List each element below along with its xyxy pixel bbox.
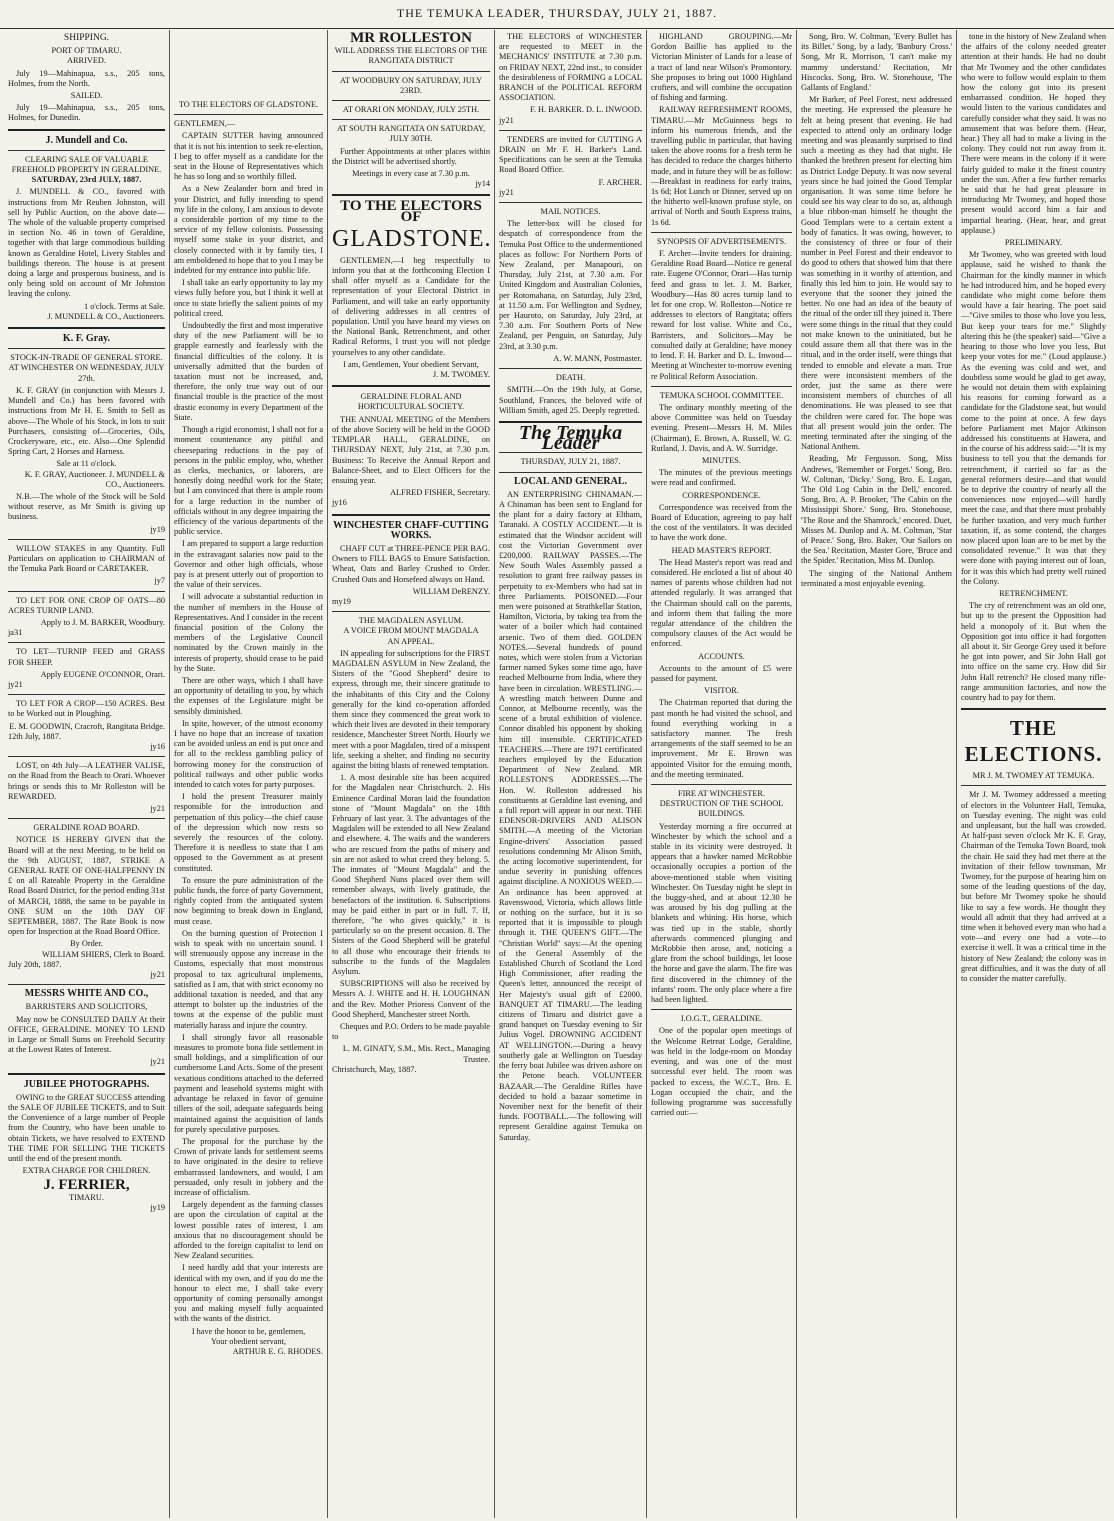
rhodes-signature: ARTHUR E. G. RHODES. xyxy=(232,1346,323,1356)
ref-code: jy21 xyxy=(499,115,514,125)
floral-heading: GERALDINE FLORAL AND HORTICULTURAL SOCIETY. xyxy=(357,392,465,412)
twomey-report-1: tone in the history of New Zealand when the affairs of the colony needed greater attention at their hands. He had no doubt that Mr Twomey and the other candidates who were to follow would explain to them how the colony got into its present embarrassed condition. He hoped they would listen to the various candidates and carefully consider what they said. It was no amusement that was before them. (Hear, hear.) They all had to make a living in the colony. They could not run away from it. There were means in the colony if it were fairly guided to make it the finest country under the sun. After a few further remarks he said that he had great pleasure in introducing Mr Twomey, and hoped those present would accord him a fair and impartial hearing. (Hear, hear, and great applause.) xyxy=(961,32,1106,235)
stock-date: AT WINCHESTER ON WEDNESDAY, JULY 27th. xyxy=(8,363,165,383)
rhodes-paragraph: CAPTAIN SUTTER having announced that it is not his intention to seek re-election, I beg to offer myself as a candidate for the seat in the House of Representatives which he has so long and so worthily filled. xyxy=(174,131,323,182)
rolleston-heading: MR ROLLESTON xyxy=(350,30,472,46)
white-text: May now be CONSULTED DAILY At their OFFICE, GERALDINE. MONEY TO LEND in Large or Small Sums on Freehold Security at the Lowest Rates of Interest. xyxy=(8,1014,165,1055)
column-5 xyxy=(647,30,797,1518)
tolet-crop-date: 12th July, 1887. xyxy=(8,731,61,741)
fire-heading: FIRE AT WINCHESTER. xyxy=(677,789,766,799)
twomey-gladstone: GLADSTONE. xyxy=(332,225,492,252)
tenders-text: TENDERS are invited for CUTTING A DRAIN on Mr F. H. Barker's Land. Specifications can be seen at the Temuka Road Board Office. xyxy=(499,134,642,175)
rhodes-salutation: GENTLEMEN,— xyxy=(174,119,236,129)
tolet-crop-text: TO LET FOR A CROP—150 ACRES. Best to be Worked out in Ploughing. xyxy=(8,699,165,719)
winchester-notice: THE ELECTORS of WINCHESTER are requested to MEET in the MECHANICS' INSTITUTE at 7.30 p.m. on FRIDAY NEXT, 22nd inst., to consider the desirableness of FORMING a LOCAL BRANCH of the POLITICAL REFORM ASSOCIATION. xyxy=(499,32,642,103)
rhodes-servant: Your obedient servant, xyxy=(211,1336,286,1346)
ferrier-town: TIMARU. xyxy=(69,1192,104,1202)
rhodes-paragraph: I am prepared to support a large reduction in the extravagant salaries now paid to the Governor and other high officials, whose pay is at present utterly out of proportion to the value of their services. xyxy=(174,539,323,590)
refreshment-text: RAILWAY REFRESHMENT ROOMS, TIMARU.—Mr McGuinness begs to inform his numerous friends, and the travelling public in particular, that having taken the above rooms for a fresh term he has decided to reduce the charges hitherto made, and in future they will be as follow:—Breakfast in readiness for early trains, 1s 6d; Hot Lunch or Dinner, served up on the hitherto well-known profuse style, on arrival of North and South Express trains, 1s 6d. xyxy=(651,105,792,227)
rhodes-paragraph: As a New Zealander born and bred in your District, and fully intending to spend my life in the colony, I am anxious to devote a considerable portion of my time to the service of my fellow colonists. Possessing myself some stake in your district, and closely connected with it by family ties, I am emboldened to hope that to you I may be indebted for my entrance into public life. xyxy=(174,184,323,276)
columns xyxy=(4,30,1110,1518)
jubilee-heading: JUBILEE PHOTOGRAPHS. xyxy=(23,1078,150,1090)
fire-text: Yesterday morning a fire occurred at Winchester by which the school and a stable in its vicinity were destroyed. It appears that a hawker named McRobbie occasionally occupies a portion of the above-mentioned stable when visiting Winchester. On Tuesday night he slept in the buggy-shed, and at about 12.30 he was aroused by his dog pulling at the blankets and whining. His horse, which was tied up in the stable, shortly afterwards commenced plunging and McRobbie then arose, and, noticing a glare from the school buildings, let loose the horse and gave the alarm. The fire was first discovered in the chimney of the infants' room. The only place where a fire had been lighted. xyxy=(651,821,792,1005)
highland-text: HIGHLAND GROUPING.—Mr Gordon Baillie has applied to the Victorian Minister of Lands for a lease of a tract of land near Wilson's Promontory. She proposes to bring out 1000 Highland crofters, and will combine the occupation of fishing and farming. xyxy=(651,32,792,103)
headmaster-label: HEAD MASTER'S REPORT. xyxy=(671,545,772,555)
barker-address: Mr Barker, of Peel Forest, next addressed the meeting. He expressed the pleasure he felt at being present that evening. He had expected to attend only an ordinary lodge meeting and was pleasantly surprised to find such a meeting as they had that night. He thanked the brethren present for electing him as District Lodge Deputy. It was now several years since he had joined the Good Templar organisation. It was some time before he could see his way clear to do so, as, although a blue ribbon-man himself he thought the Good Templars were to a certain extent a body of fanatics. It was owing, however, to the consistency of three or four of their number in Peel Forest and their endeavor to do good to others that showed him that there was something in it worthy of attention, and finally this led him to join. He would say to everyone that the sooner they joined the better. No one had an idea of the beauty of the ritual of the order till they joined it. There were some things in the ritual that they could not make known to the uninitiated, but he could assure them all that there was in the ritual, and in the order itself, were things that tended to ennoble and elevate a man. True there were inconsistent members of the order, just the same as there were inconsistent members of churches of all denominations. He was pleased to see that the children were cared for. The hope was that all present would join the order. The meeting terminated after the singing of the National Anthem. xyxy=(801,95,952,452)
stock-text: K. F. GRAY (in conjunction with Messrs J. Mundell and Co.) has been favored with instructions from Mr H. E. Smith to Sell as above—The Whole of his Stock, in lots to suit Purchasers, consisting of—Groceries, Oils, Crockeryware, etc., etc. Also—One Splendid Spring Cart, 2 Horses and Harness. xyxy=(8,385,165,457)
rhodes-paragraph: On the burning question of Protection I wish to speak with no uncertain sound. I will strenuously oppose any increase in the Customs, especially that most monstrous proposal to tax agricultural implements, satisfied as I am, that with strict economy no additional taxation is needed, and that any attempt to bolster up the industries of the towns at the expense of the public must materially harass and injure the country. xyxy=(174,928,323,1030)
clearing-heading: CLEARING SALE OF VALUABLE FREEHOLD PROPERTY IN GERALDINE. xyxy=(11,154,162,175)
rhodes-paragraph: Undoubtedly the first and most imperative duty of the new Parliament will be to grapple earnestly and fearlessly with the financial difficulties of the colony. It is universally admitted that the burden of taxation must not be increased, and, therefore, the only true way out of our financial trouble is the practice of the most drastic economy in every Department of the State. xyxy=(174,321,323,422)
minutes-label: MINUTES. xyxy=(702,455,741,465)
column-4 xyxy=(495,30,647,1518)
tolet-crop-apply: E. M. GOODWIN, Cracroft, Rangitata Bridge. xyxy=(9,721,165,731)
ref-code: jy19 xyxy=(150,524,165,534)
accounts-text: Accounts to the amount of £5 were passed for payment. xyxy=(651,663,792,683)
willow-text: WILLOW STAKES in any Quantity. Full Particulars on application to CHAIRMAN of the Temuka Park Board or CARETAKER. xyxy=(8,543,165,574)
rhodes-paragraph: There are other ways, which I shall have an opportunity of detailing to you, by which the expenses of the Legislature might be sensibly diminished. xyxy=(174,675,323,716)
rhodes-paragraph: Though a rigid economist, I shall not for a moment countenance any pitiful and cheeseparing reductions in the pay of persons in the public employ, who, whether as clerks, mechanics, or laborers, are honestly doing needful work for the State; but I am convinced that there is ample room for a large reduction in the number of officials without in any degree impairing the efficiency of the various departments of the public service. xyxy=(174,425,323,537)
iogt-heading: I.O.G.T., GERALDINE. xyxy=(680,1014,763,1024)
ref-code: jy21 xyxy=(150,970,165,980)
ref-code: jy7 xyxy=(154,576,165,586)
mail-heading: MAIL NOTICES. xyxy=(540,207,601,217)
rhodes-closing: I have the honor to be, gentlemen, xyxy=(191,1326,306,1336)
asylum-trustee: L. M. GINATY, S.M., Mis. Rect., Managing Trustee. xyxy=(342,1044,490,1064)
arrived-label: ARRIVED. xyxy=(67,56,106,66)
twomey-to-electors: TO THE ELECTORS OF xyxy=(340,198,482,225)
rolleston-further: Further Appointments at other places within the District will be advertised shortly. xyxy=(332,146,490,166)
stock-nb: N.B.—The whole of the Stock will be Sold without reserve, as Mr Smith is giving up business. xyxy=(8,491,165,522)
running-head: THE TEMUKA LEADER, THURSDAY, JULY 21, 1887. xyxy=(0,0,1114,29)
minutes-text: The minutes of the previous meetings were read and confirmed. xyxy=(651,468,792,488)
floral-text: THE ANNUAL MEETING of the Members of the above Society will be held in the GOOD TEMPLAR HALL, GERALDINE, on THURSDAY NEXT, July 21st, at 7.30 p.m. Business: To Receive the Annual Report and Balance-Sheet, and to Elect Officers for the ensuing year. xyxy=(332,414,490,485)
elections-heading: THE ELECTIONS. xyxy=(964,716,1103,767)
ref-code: jy16 xyxy=(332,498,347,508)
rolleston-south: AT SOUTH RANGITATA ON SATURDAY, JULY 30TH. xyxy=(336,124,486,144)
local-text: AN ENTERPRISING CHINAMAN.—A Chinaman has been sent to England for the plant for a dairy factory at Eltham, Taranaki. A COSTLY ACCIDENT.—It is estimated that the Windsor accident will cost the Victorian Government over £200,000. RAILWAY PASSES.—The New South Wales Assembly passed a resolution to grant free railway passes in perpetuity to ex-Members who had sat in three Parliaments. POISONED.—Four men were poisoned at Strathkellar Station, Hamilton, Victoria, by taking tea from the water of a boiler which had contained arsenic. Two of them died. GOLDEN NOTES.—Several hundreds of pound notes, which were stolen from a Victorian farmer named Sykes some time ago, have reached Melbourne from India, where they have been in circulation. WRESTLING.—A wrestling match between Dunne and Connor, at Melbourne recently, was the scene of a brutal exhibition of violence. Connor disabled his opponent by shoking him till insensible. CERTIFICATED TEACHERS.—There are 1971 certificated teachers employed by the Education Department of New Zealand. MR ROLLESTON'S ADDRESSES.—The Hon. W. Rolleston addressed his constituents at Geraldine last evening, and a full report will appear in our next. THE EDENSOR-DRIVERS AND ALISON SMITH.—A meeting of the Victorian Engine-drivers' Association passed resolutions condemning Mr Alison Smith, the acting locomotive superintendent, for undue severity in punishing offences against discipline. A NOXIOUS WEED.—An ordinance has been approved at Ravenswood, Victoria, which allows little or nothing on the surface, but it is so reported that it is impossible to plough through it. THE QUEEN'S GIFT.—The "Christian World" says:—At the opening of the General Assembly of the Established Church of Scotland the Lord High Commissioner, after reading the Queen's letter, announced the receipt of Her Majesty's usual gift of £2000. BANQUET AT TIMARU.—The leading citizens of Timaru and district gave a grand banquet on Tuesday evening to Sir Julius Vogel. DROWNING ACCIDENT AT WELLINGTON.—During a heavy southerly gale at Wellington on Tuesday the ferry boat Jubilee was driven ashore on the Petone beach. VOLUNTEER BAZAAR.—The Geraldine Rifles have decided to hold a bazaar sometime in November next for the benefit of their funds. FOOTBALL.—The following will represent Geraldine against Temuka on Saturday. xyxy=(499,489,642,1142)
ref-code: jy21 xyxy=(499,187,514,197)
school-text: The ordinary monthly meeting of the above Committee was held on Tuesday evening. Present—Messrs H. M. Miles (Chairman), E. Brown, A. Russell, W. G. Rutland, J. Davis, and A. W. Surridge. xyxy=(651,402,792,453)
visitor-text: The Chairman reported that during the past month he had visited the school, and found everything working in a satisfactory manner. The fresh arrangements of the staff seemed to be an improvement. Mr E. Brown was appointed Visitor for the ensuing month, and the meeting terminated. xyxy=(651,698,792,779)
asylum-sub: A VOICE FROM MOUNT MAGDALA xyxy=(343,626,479,636)
recitals-text: Reading, Mr Fergusson. Song, Miss Andrews, 'Remember or Forget.' Song, Bro. W. Coltman, 'Dicky.' Song, Bro. E. Logan, 'The Old Log Cabin in the Dell,' encored. Song, Bro. A. P. Brooker, 'The Cabin on the Mississippi Shore.' Song, Bro. Stonehouse, 'The Rose and the Shamrock,' encored. Duet, Misses M. Dunlop and A. M. Coltman, 'Star of Peace.' Song, Bro. Baker, 'Our Sailors on the Sea.' Recitation, Master Gore, 'Bruce and the Spider.' Recitation, Miss M. Dunlop. xyxy=(801,454,952,566)
twomey-signature: J. M. TWOMEY. xyxy=(432,370,490,380)
floral-sign: ALFRED FISHER, Secretary. xyxy=(390,488,490,498)
chaff-sign: WILLIAM DeRENZY. xyxy=(412,586,490,596)
twomey-text: GENTLEMEN,—I beg respectfully to inform you that at the forthcoming Election I shall offer myself as a Candidate for the representation of your Electoral District in Parliament, and will take an early opportunity of delivering addresses in all centres of population. Until you have heard my views on the National Bank, Retrenchment, and other Radical Reforms, I trust you will not pledge yourselves to any other candidate. xyxy=(332,255,490,357)
paper-title: The Temuka Leader xyxy=(518,421,623,455)
column-3 xyxy=(328,30,495,1518)
asylum-subscriptions: SUBSCRIPTIONS will also be received by Messrs A. J. WHITE and H. H. LOUGHNAN and the Rev. Mother Prioress Convent of the Good Shepherd, Manchester street North. xyxy=(332,979,490,1019)
stock-auctioneer: K. F. GRAY, Auctioneer. J. MUNDELL & CO., Auctioneers. xyxy=(24,469,165,489)
chaff-heading: WINCHESTER CHAFF-CUTTING WORKS. xyxy=(333,519,489,541)
ref-code: jy21 xyxy=(150,1057,165,1067)
sailed-label: SAILED. xyxy=(70,91,103,101)
iogt-text: One of the popular open meetings of the Welcome Retreat Lodge, Geraldine, was held in the lodge-room on Monday evening, and was one of the most successful ever held. The room was packed to excess, the W.C.T., Bro. E. Logan occupied the chair, and the following programme was successfully carried out:— xyxy=(651,1026,792,1118)
port-heading: PORT OF TIMARU. xyxy=(51,46,122,56)
lost-text: LOST, on 4th July—A LEATHER VALISE, on the Road from the Beach to Orari. Whoever brings or sends this to Mr Rolleston will be REWARDED. xyxy=(8,761,165,801)
anthem-text: The singing of the National Anthem terminated a most enjoyable evening. xyxy=(801,568,952,588)
rhodes-heading: TO THE ELECTORS OF GLADSTONE. xyxy=(178,100,319,109)
visitor-label: VISITOR. xyxy=(704,686,739,696)
clearing-text: J. MUNDELL & CO., favored with instructions from Mr Reuben Johnston, will sell by Public Auction, on the above date—The whole of the valuable property comprised in section No. 46 in town of Geraldine, together with that large commodious building known as Geraldine Hotel, Livery Stables and buildings thereon. The house is at present doing a large and prosperous business, and is only being sold on account of Mr Johnston leaving the colony. xyxy=(8,187,165,299)
mundell-heading: J. Mundell and Co. xyxy=(45,134,128,146)
ref-code: jy21 xyxy=(150,804,165,813)
ref-code: ja31 xyxy=(8,628,23,638)
twomey-report-3: The cry of retrenchment was an old one, but up to the present the Opposition had held a monopoly of it. But when the Opposition got into office it had forgotten all about it. Sir George Grey used it before he got into power, and Sir John Hall got into office on the same cry. How did Sir John Hall retrench? He closed many rifle-range ammunition factories, and now the country had to pay for them. xyxy=(961,601,1106,702)
road-board-order: By Order. xyxy=(70,939,103,949)
tolet-oats-text: TO LET FOR ONE CROP OF OATS—80 ACRES TURNIP LAND. xyxy=(8,595,165,615)
shipping-heading: SHIPPING. xyxy=(63,33,110,43)
elections-sub: MR J. M. TWOMEY AT TEMUKA. xyxy=(972,771,1095,781)
ref-code: jy16 xyxy=(150,741,165,751)
synopsis-text: F. Archer—Invite tenders for draining. Geraldine Road Board—Notice re general rate. Eugene O'Connor, Orari—Has turnip feed and grass to let. J. M. Barker, Woodbury—Has 80 acres turnip land to let for one crop. W. Rolleston—Notice re addresses to electors of Rangitata; offers reward for lost valise. White and Co., Barristers, and Solicitors—May be consulted daily at Geraldine; have money to lend. F. H. Barker and D. L. Inwood—Meeting at Winchester to-morrow evening re Political Reform Association. xyxy=(651,249,792,381)
clearing-sale: 1 o'clock. Terms at Sale. xyxy=(84,301,165,311)
gray-heading: K. F. Gray. xyxy=(62,333,111,345)
school-heading: TEMUKA SCHOOL COMMITTEE. xyxy=(659,390,784,400)
tolet-turnip-text: TO LET—TURNIP FEED and GRASS FOR SHEEP. xyxy=(8,647,165,667)
chaff-text: CHAFF CUT at THREE-PENCE PER BAG. Owners to FILL BAGS to Ensure Satisfaction. Wheat, Oats and Barley Crushed to Order. Crushed Oats and Horsefeed always on Hand. xyxy=(332,543,490,584)
ref-code: jy19 xyxy=(150,1202,165,1212)
road-board-text: NOTICE IS HEREBY GIVEN that the Board will at the next Meeting, to be held on the 9th AUGUST, 1887, STRIKE A GENERAL RATE OF ONE-HALFPENNY IN £ on all Rateable Property in the Geraldine Road Board District, for the period ending 31st of MARCH, 1888, the same to be payable in ONE SUM on the 10th DAY OF SEPTEMBER, 1887. The Rate Book is now open for Inspection at the Road Board Office. xyxy=(8,835,165,937)
tenders-sign: F. ARCHER. xyxy=(598,177,642,187)
ref-code: my19 xyxy=(332,596,351,606)
jubilee-text: OWING to the GREAT SUCCESS attending the SALE OF JUBILEE TICKETS, and to Suit the Convenience of a large number of People from the Country, who have been unable to obtain Tickets, we have resolved to EXTEND THE TIME FOR SELLING THE TICKETS until the end of the present month. xyxy=(8,1092,165,1164)
jubilee-extra: EXTRA CHARGE FOR CHILDREN. xyxy=(22,1166,151,1176)
program-text: Song, Bro. W. Coltman, 'Every Bullet has its Billet.' Song, by a lady, 'Banbury Cross.' Song, Mr R. Morrison, 'I can't make my mammy understand.' Recitation, Mr Hiscocks. Song, Bro. W. Stonehouse, 'The Gallants of England.' xyxy=(801,32,952,93)
white-heading: MESSRS WHITE AND CO., xyxy=(24,988,149,1000)
sailed-text: July 19—Mahinapua, s.s., 205 tons, Holmes, for Dunedin. xyxy=(8,103,165,123)
clearing-auctioneer: J. MUNDELL & CO., Auctioneers. xyxy=(47,311,165,321)
paper-date: THURSDAY, JULY 21, 1887. xyxy=(520,457,621,467)
correspondence-text: Correspondence was received from the Board of Education, agreeing to pay half the cost of the ventilators. It was decided to have the work done. xyxy=(651,502,792,543)
retrenchment-label: RETRENCHMENT. xyxy=(999,588,1068,598)
stock-heading: STOCK-IN-TRADE OF GENERAL STORE. xyxy=(10,353,163,363)
death-heading: DEATH. xyxy=(555,373,586,383)
rhodes-paragraph: I need hardly add that your interests are identical with my own, and if you do me the honour to elect me, I shall take every opportunity of coming personally amongst you and making myself fully acquainted with the wants of the district. xyxy=(174,1263,323,1324)
road-board-date: July 20th, 1887. xyxy=(8,959,62,969)
rhodes-paragraph: To ensure the pure administration of the public funds, the force of party Government, rightly copied from the antiquated system now beginning to break down in England, must cease. xyxy=(174,875,323,926)
local-heading: LOCAL AND GENERAL. xyxy=(513,475,628,487)
rolleston-meetings: Meetings in every case at 7.30 p.m. xyxy=(352,169,470,179)
rolleston-woodbury: AT WOODBURY ON SATURDAY, JULY 23RD. xyxy=(339,75,483,95)
stock-sale: Sale at 11 o'clock. xyxy=(56,459,117,469)
elections-text: Mr J. M. Twomey addressed a meeting of electors in the Volunteer Hall, Temuka, on Tuesday evening. The night was cold and unpleasant, but the hall was crowded. At half-past seven o'clock Mr K. F. Gray, Chairman of the Temuka Town Board, took the chair. He said they had met there at the invitation of their fellow townsman, Mr Twomey, for the purpose of hearing him on some of the leading questions of the day, but before Mr Twomey spoke he should like to say a few words. He thought they would all admit that they had arrived at a time when it behoved every man who had a vote—and every one had a vote—to exercise it well. It was a critical time in the history of New Zealand; the colony was in great difficulties, and it was the duty of all to consider the matter carefully. xyxy=(961,790,1106,984)
asylum-points: 1. A most desirable site has been acquired for the Magdalen near Christchurch. 2. His Eminence Cardinal Moran laid the foundation stone of "Mount Magdala" on the 18th February of last year. 3. The advantages of the Magdalen will be extended to all New Zealand and elsewhere. 4. The waifs and the wanderers who are rescued from the paths of misery and sin are not asked to what creed they belong. 5. The inmates of "Mount Magdala" and the Good Shepherd Nuns placed over them will remember always, with lively gratitude, the benefactors of the institution. 6. Subscriptions may be paid either in part or in full. 7. If, therefore, "he who gives quickly," it is particularly so on the present occasion. 8. The Sisters of the Good Shepherd will be grateful to all those who encourage their friends to subscribe to the funds of the Magdalen Asylum. xyxy=(332,773,490,977)
ferrier-name: J. FERRIER, xyxy=(43,1176,130,1193)
asylum-cheques: Cheques and P.O. Orders to be made payable to xyxy=(332,1022,490,1042)
correspondence-label: CORRESPONDENCE. xyxy=(682,490,761,500)
road-board-sign: WILLIAM SHIERS, Clerk to Board. xyxy=(41,949,165,959)
tolet-oats-apply: Apply to J. M. BARKER, Woodbury. xyxy=(40,617,165,627)
rolleston-will: WILL ADDRESS THE ELECTORS OF THE RANGITATA DISTRICT xyxy=(334,46,488,66)
preliminary-label: PRELIMINARY. xyxy=(1004,238,1063,248)
clearing-date: SATURDAY, 23rd JULY, 1887. xyxy=(31,175,142,185)
rhodes-paragraph: Largely dependent as the farming classes are upon the circulation of capital at the lowest possible rates of interest, I am anxious that no discouragement should be afforded to the foreign capitalist to lend on New Zealand securities. xyxy=(174,1200,323,1261)
asylum-place-date: Christchurch, May, 1887. xyxy=(332,1064,417,1074)
ref-code: jy21 xyxy=(8,679,23,689)
fire-sub: DESTRUCTION OF THE SCHOOL BUILDINGS. xyxy=(659,799,784,819)
column-2 xyxy=(170,30,328,1518)
rhodes-paragraph: The proposal for the purchase by the Crown of private lands for settlement seems to have originated in the desire to relieve embarrassed landowners, and would, I am persuaded, only result in jobbery and the increase of officialism. xyxy=(174,1136,323,1197)
rhodes-paragraph: I will advocate a substantial reduction in the number of members in the House of Representatives. And I consider in the recent financial position of the Colony the members of the Legislative Council nominated by the Crown mainly in the interests of property, should cease to be paid by the State. xyxy=(174,592,323,673)
rhodes-paragraph: I hold the present Treasurer mainly responsible for the introduction and perpetuation of this policy—the chief cause of the depression which now rests so severely the resources of the colony. Therefore it is needless to state that I am opposed to the Government as at present constituted. xyxy=(174,792,323,873)
column-1 xyxy=(4,30,170,1518)
rolleston-orari: AT ORARI ON MONDAY, JULY 25TH. xyxy=(342,105,480,115)
asylum-text: IN appealing for subscriptions for the FIRST MAGDALEN ASYLUM in New Zealand, the Sisters of the "Good Shepherd" desire to express, through me, their sincere gratitude to the inhabitants of this City and the Colony generally for the kind co-operation afforded them since they commenced the great work to which their lives are devoted in their temporary residence, Manchester Street North. Hourly we meet with a poor Magdalen, tired of a misspent life, seeking a shelter, and finding no security against the biting blasts of renewed temptation. xyxy=(332,648,490,770)
rhodes-paragraph: In spite, however, of the utmost economy I have no hope that an increase of taxation can be avoided unless an end is put once and for all to the reckless gambling policy of borrowing money for the construction of political railways and other public works intended to catch votes for party purposes. xyxy=(174,718,323,789)
synopsis-heading: SYNOPSIS OF ADVERTISEMENTS. xyxy=(656,236,787,246)
column-6 xyxy=(797,30,957,1518)
ref-code: jy14 xyxy=(475,179,490,189)
white-sub: BARRISTERS AND SOLICITORS, xyxy=(25,1002,148,1012)
rhodes-paragraph: I shall take an early opportunity to lay my views fully before you, but I think it well at once to state briefly the salient points of my political creed. xyxy=(174,278,323,318)
accounts-label: ACCOUNTS. xyxy=(698,651,745,661)
mail-sign: A. W. MANN, Postmaster. xyxy=(553,353,642,363)
tolet-turnip-apply: Apply EUGENE O'CONNOR, Orari. xyxy=(40,669,165,679)
mail-text: The letter-box will be closed for despatch of correspondence from the Temuka Post Office to the undermentioned places as follow: For Northern Ports of New Zealand, per Manapouri, on Thursday, July 21st, at 7.30 a.m. For United Kingdom and Australian Colonies, per Rotomahana, on Saturday, July 23rd, at 11.50 a.m. For Wellington and Sydney, per Hauroto, on Saturday, July 23rd, at 7.30 a.m. For Southern Ports of New Zealand, per Penguin, on Saturday, July 23rd, at 3.30 p.m. xyxy=(499,219,642,351)
winchester-sign: F. H. BARKER. D. L. INWOOD. xyxy=(529,105,642,115)
rhodes-paragraph: I shall strongly favor all reasonable measures to promote bona fide settlement in small holdings, and a simplification of our cumbersome Land Acts. Some of the present vexatious conditions attached to the deferred payment and leasehold systems might with advantage be relaxed in favor of genuine tillers of the soil, adequate safeguards being maintained against the acquisition of lands for purely speculative purposes. xyxy=(174,1032,323,1134)
asylum-heading: THE MAGDALEN ASYLUM. xyxy=(358,616,464,626)
road-board-heading: GERALDINE ROAD BOARD. xyxy=(33,823,140,833)
column-7 xyxy=(957,30,1110,1518)
rhodes-letter xyxy=(174,131,323,1324)
appeal-label: AN APPEAL. xyxy=(387,636,435,646)
headmaster-text: The Head Master's report was read and considered. He enclosed a list of about 40 names of parents whose children had not attended regularly. It was arranged that the Chairman should call on the parents, and inform them that failing the more regular attendance of the children the compulsory clauses of the Act would be enforced. xyxy=(651,557,792,649)
death-text: SMITH.—On the 19th July, at Gorse, Southland, Frances, the beloved wife of William Smith, aged 25. Deeply regretted. xyxy=(499,385,642,415)
twomey-am: I am, Gentlemen, Your obedient Servant, xyxy=(343,359,479,369)
arrived-text: July 19—Mahinapua, s.s., 205 tons, Holmes, from the North. xyxy=(8,68,165,88)
twomey-report-2: Mr Twomey, who was greeted with loud applause, said he wished to thank the Chairman for the kindly manner in which he had introduced him, and he hoped every candidate who might come before them would have a fair hearing. The poet said—"Give smiles to those who love you less, But keep your tears for me." Slightly altering this he (the speaker) said—"Give a hearing to those who love you less, But keep your votes for me." (Loud applause.) As the evening was cold and wet, and doubtless some would be glad to get away, he would not detain them with explaining his reasons for coming forward as a candidate for the Gladstone seat, but would come to the point at once. A few days before Parliament met Major Atkinson addressed his constituents at Hawera, and in the course of his address said:—"It is my business to tell you that the demands for retrenchment, if carried so far as the general reformers desire—and that would be to deprive the country of nearly all the conveniences now enjoyed—will hardly meet the case, and that there must probably be further taxation, and very much further taxation, if, as some contend, the charges now placed upon loan are to be met by the consolidated revenue." It was that they were done with paying interest out of loan, for it was this which had pretty well ruined the Colony. xyxy=(961,250,1106,586)
